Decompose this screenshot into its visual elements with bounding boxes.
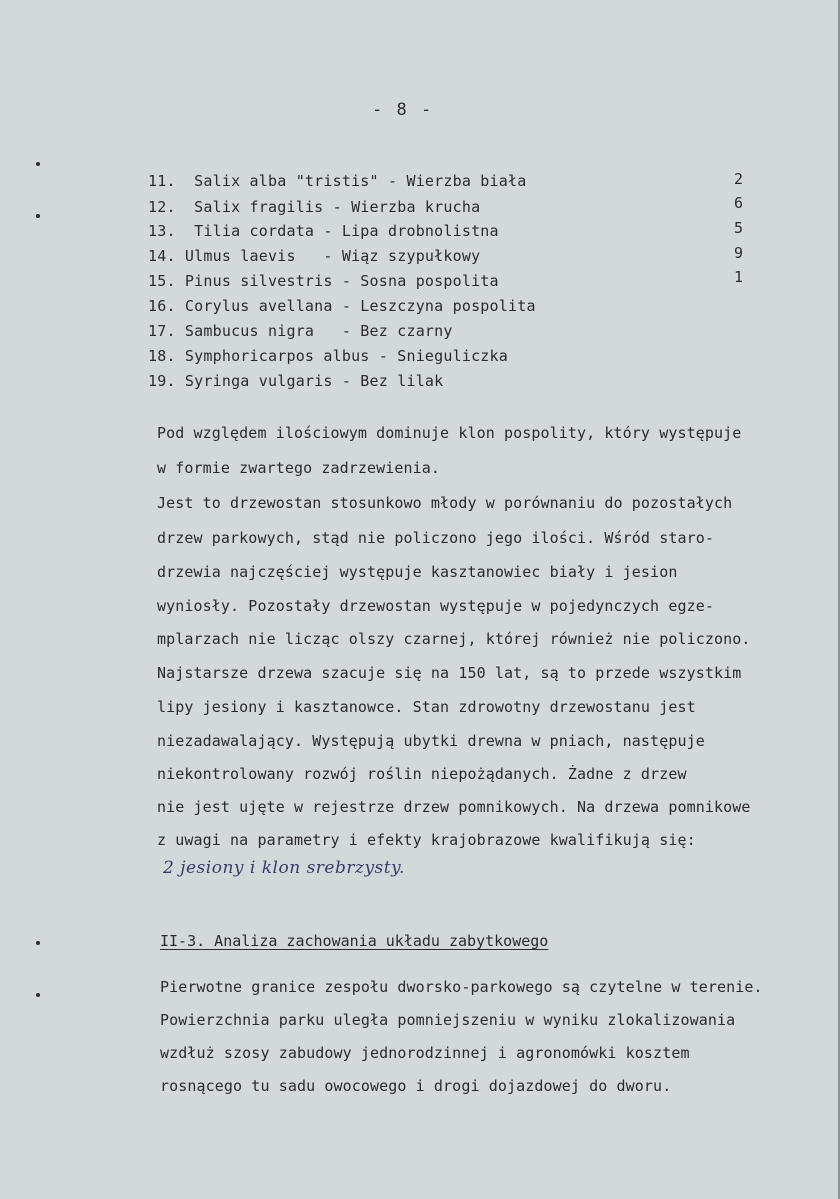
paragraph-line: Powierzchnia parku uległa pomniejszeniu w wyniku zlokalizowania: [160, 1011, 736, 1029]
list-item: 14. Ulmus laevis - Wiąz szypułkowy: [148, 247, 481, 265]
list-item: 16. Corylus avellana - Leszczyna pospolita: [148, 297, 536, 315]
paragraph-line: Pod względem ilościowym dominuje klon pospolity, który występuje: [157, 424, 742, 442]
paragraph-line: Jest to drzewostan stosunkowo młody w porównaniu do pozostałych: [157, 494, 733, 512]
margin-dot: [36, 162, 40, 166]
paragraph-line: niekontrolowany rozwój roślin niepożądanych. Żadne z drzew: [157, 765, 687, 783]
section-heading: II-3. Analiza zachowania układu zabytkowego: [160, 932, 549, 950]
paragraph-line: wyniosły. Pozostały drzewostan występuje w pojedynczych egze-: [157, 597, 714, 615]
paragraph-line: Pierwotne granice zespołu dworsko-parkowego są czytelne w terenie.: [160, 978, 763, 996]
paragraph-line: rosnącego tu sadu owocowego i drogi dojazdowej do dworu.: [160, 1077, 672, 1095]
paragraph-line: z uwagi na parametry i efekty krajobrazowe kwalifikują się:: [157, 831, 696, 849]
list-item-count: 2: [734, 170, 744, 188]
paragraph-line: drzew parkowych, stąd nie policzono jego ilości. Wśród staro-: [157, 529, 714, 547]
paragraph-line: nie jest ujęte w rejestrze drzew pomnikowych. Na drzewa pomnikowe: [157, 798, 751, 816]
page-number: - 8 -: [372, 100, 434, 120]
margin-dot: [36, 214, 40, 218]
margin-dot: [36, 993, 40, 997]
paragraph-line: mplarzach nie licząc olszy czarnej, której również nie policzono.: [157, 630, 751, 648]
paragraph-line: Najstarsze drzewa szacuje się na 150 lat, są to przede wszystkim: [157, 664, 742, 682]
list-item: 18. Symphoricarpos albus - Snieguliczka: [148, 347, 508, 365]
list-item: 17. Sambucus nigra - Bez czarny: [148, 322, 453, 340]
list-item: 11. Salix alba "tristis" - Wierzba biała: [148, 172, 527, 190]
list-item-count: 1: [734, 268, 744, 286]
paragraph-line: drzewia najczęściej występuje kasztanowiec biały i jesion: [157, 563, 678, 581]
list-item-count: 9: [734, 244, 744, 262]
margin-dot: [36, 941, 40, 945]
list-item-count: 5: [734, 219, 744, 237]
paragraph-line: lipy jesiony i kasztanowce. Stan zdrowotny drzewostanu jest: [157, 698, 696, 716]
list-item-count: 6: [734, 194, 744, 212]
paragraph-line: wzdłuż szosy zabudowy jednorodzinnej i agronomówki kosztem: [160, 1044, 690, 1062]
list-item: 13. Tilia cordata - Lipa drobnolistna: [148, 222, 499, 240]
paragraph-line: w formie zwartego zadrzewienia.: [157, 459, 441, 477]
list-item: 19. Syringa vulgaris - Bez lilak: [148, 372, 444, 390]
paragraph-line: niezadawalający. Występują ubytki drewna w pniach, następuje: [157, 732, 705, 750]
list-item: 12. Salix fragilis - Wierzba krucha: [148, 198, 481, 216]
handwritten-note: 2 jesiony i klon srebrzysty.: [163, 858, 405, 878]
list-item: 15. Pinus silvestris - Sosna pospolita: [148, 272, 499, 290]
